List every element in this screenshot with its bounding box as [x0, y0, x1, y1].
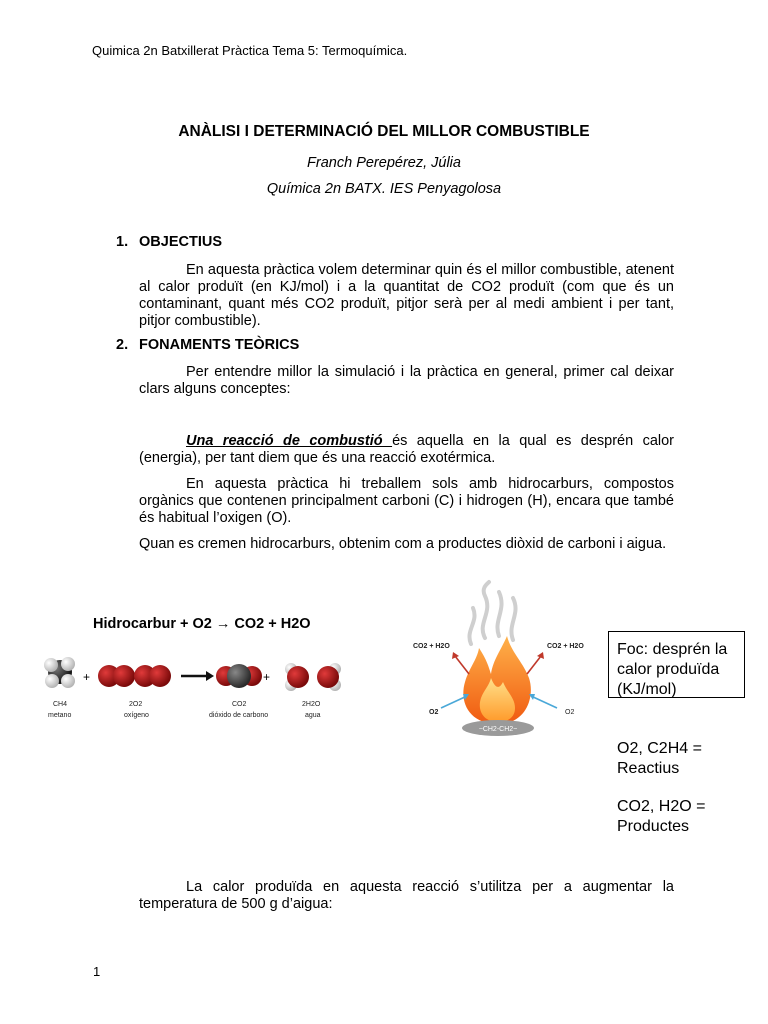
objectius-paragraph: En aquesta pràctica volem determinar quin és el millor combustible, atenent al calor produït (en KJ/mol) i a la quantitat de CO2 produït (com que és un contaminant, quant més CO2 produït, pitjor serà per al medi ambient i per tant, pitjor combustible). [139, 262, 674, 329]
products-annotation: CO2, H2O = Productes [617, 798, 706, 835]
plus-sign: + [263, 670, 271, 684]
combustion-definition-paragraph [139, 433, 674, 467]
water-molecules [285, 663, 341, 691]
combustion-definition: és aquella en la qual es desprén calor (energia), per tant diem que és una reacció exotérmica. [139, 433, 674, 466]
hydrocarbons-paragraph: En aquesta pràctica hi treballem sols amb hidrocarburs, compostos orgànics que contenen principalment carboni (C) i hidrogen (H), encara que també és habitual l’oxigen (O). [139, 476, 674, 526]
page-header: Quimica 2n Batxillerat Pràctica Tema 5: Termoquímica. [92, 43, 408, 58]
section-number: 1. [116, 234, 129, 250]
school-name: Química 2n BATX. IES Penyagolosa [266, 181, 502, 197]
page-number: 1 [93, 964, 101, 979]
plus-sign: + [83, 670, 91, 684]
oxigeno-label: oxígeno [124, 712, 149, 719]
heat-paragraph: La calor produïda en aquesta reacció s’utilitza per a augmentar la temperatura de 500 g d’aigua: [139, 879, 674, 912]
section-number: 2. [116, 337, 129, 353]
co2-label: CO2 [232, 701, 247, 708]
section-heading-fonaments [0, 337, 768, 357]
agua-label: agua [305, 712, 321, 719]
o2-label: 2O2 [129, 701, 143, 708]
combustion-term: Una reacció de combustió [186, 433, 393, 449]
fonaments-intro-paragraph: Per entendre millor la simulació i la pràctica en general, primer cal deixar clars alguns conceptes: [139, 364, 674, 397]
section-title: OBJECTIUS [139, 234, 222, 250]
products-right-label: CO2 + H2O [547, 643, 584, 650]
products-left-label: CO2 + H2O [413, 643, 450, 650]
oxygen-molecules [98, 665, 171, 687]
smoke-icon [469, 582, 515, 644]
document-title: ANÀLISI I DETERMINACIÓ DEL MILLOR COMBUSTIBLE [178, 123, 590, 140]
reactants-annotation: O2, C2H4 = Reactius [617, 740, 702, 777]
reaction-arrow-icon [181, 671, 214, 681]
section-title: FONAMENTS TEÒRICS [139, 337, 300, 353]
base-label: −CH2-CH2− [478, 726, 518, 733]
co2-molecule [216, 664, 262, 688]
o2-right-label: O2 [565, 709, 575, 716]
burning-paragraph: Quan es cremen hidrocarburs, obtenim com a productes diòxid de carboni i aigua. [139, 536, 667, 552]
methane-molecule [44, 657, 75, 688]
author-name: Franch Perepérez, Júlia [307, 155, 461, 171]
ch4-label: CH4 [53, 701, 68, 708]
reaction-formula: Hidrocarbur + O2 → CO2 + H2O [93, 616, 311, 632]
combustion-fire-illustration [407, 578, 589, 740]
dioxido-label: dióxido de carbono [209, 712, 269, 719]
molecules-illustration [40, 650, 360, 728]
o2-left-label: O2 [429, 709, 439, 716]
foc-annotation-text: Foc: desprén la calor produïda (KJ/mol) [617, 641, 728, 698]
h2o-label: 2H2O [302, 701, 321, 708]
section-heading-objectius [0, 234, 768, 254]
metano-label: metano [48, 712, 72, 719]
